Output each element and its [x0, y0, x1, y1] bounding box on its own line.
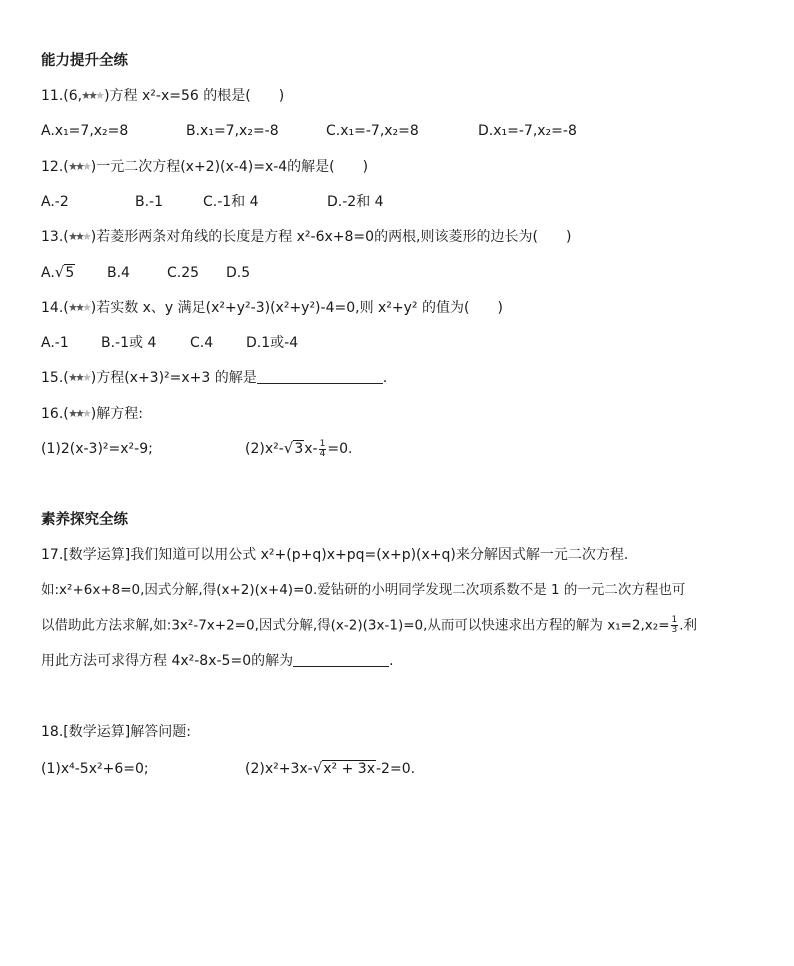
- question-18: 18.[数学运算]解答问题:: [41, 724, 191, 740]
- q12-option-d: D.-2和 4: [327, 194, 384, 210]
- q13-options: [41, 263, 250, 282]
- q17-line-1: 17.[数学运算]我们知道可以用公式 x²+(p+q)x+pq=(x+p)(x+q)来分解因式解一元二次方程.: [41, 547, 629, 563]
- q12-head: 12.(: [41, 159, 69, 175]
- q17-answer-blank[interactable]: [293, 652, 389, 667]
- q16-head: 16.(: [41, 406, 69, 422]
- q12-option-a: A.-2: [41, 194, 69, 210]
- q12-option-b: B.-1: [135, 194, 164, 210]
- q15-answer-blank[interactable]: [257, 369, 383, 384]
- star-rating-icon: [69, 231, 91, 243]
- q12-stem: )一元二次方程(x+2)(x-4)=x-4的解是( ): [90, 159, 369, 175]
- q15-head: 15.(: [41, 370, 69, 386]
- q16-parts: [41, 439, 352, 459]
- section-title-ability: 能力提升全练: [41, 53, 128, 69]
- q15-stem: )方程(x+3)²=x+3 的解是: [90, 370, 257, 386]
- sqrt-symbol: √3: [283, 439, 304, 457]
- q18-part-1: (1)x⁴-5x²+6=0;: [41, 761, 149, 777]
- fraction: $\frac{1}{3}$: [671, 615, 678, 635]
- q11-head: 11.(6,: [41, 88, 83, 104]
- star-rating-icon: [82, 90, 104, 102]
- q12-option-c: C.-1和 4: [203, 194, 259, 210]
- question-12: [41, 158, 368, 176]
- q11-option-d: D.x₁=-7,x₂=-8: [478, 123, 577, 139]
- q18-part-2: (2)x²+3x-√x² + 3x-2=0.: [245, 759, 416, 777]
- question-15: 15.( )方程(x+3)²=x+3 的解是 .: [41, 370, 388, 386]
- q13-option-b: B.4: [107, 265, 130, 281]
- question-13: [41, 228, 571, 246]
- star-rating-icon: [69, 408, 91, 420]
- q11-option-b: B.x₁=7,x₂=-8: [186, 123, 279, 139]
- q13-option-a: A.√5: [41, 263, 75, 281]
- q18-parts: [41, 759, 415, 778]
- question-11: [41, 87, 284, 105]
- q16-part-1: (1)2(x-3)²=x²-9;: [41, 441, 153, 457]
- q14-option-d: D.1或-4: [246, 335, 299, 351]
- fraction: $\frac{1}{4}$: [319, 438, 326, 459]
- q11-option-a: A.x₁=7,x₂=8: [41, 123, 129, 139]
- q16-stem: )解方程:: [90, 406, 143, 422]
- q11-option-c: C.x₁=-7,x₂=8: [326, 123, 419, 139]
- question-14: [41, 299, 503, 317]
- q14-option-a: A.-1: [41, 335, 69, 351]
- q14-stem: )若实数 x、y 满足(x²+y²-3)(x²+y²)-4=0,则 x²+y² 的值为( ): [90, 300, 503, 316]
- star-rating-icon: [69, 372, 91, 384]
- q14-option-b: B.-1或 4: [101, 335, 157, 351]
- q17-line-3: 以借助此方法求解,如:3x²-7x+2=0,因式分解,得(x-2)(3x-1)=0,从而可以快速求出方程的解为 x₁=2,x₂= $\frac{1}{3}$ .利: [41, 615, 698, 635]
- q13-option-d: D.5: [226, 265, 251, 281]
- q11-options: [41, 122, 577, 140]
- q13-head: 13.(: [41, 229, 69, 245]
- q17-line-4: 用此方法可求得方程 4x²-8x-5=0的解为 .: [41, 653, 394, 669]
- q13-option-c: C.25: [167, 265, 200, 281]
- q14-option-c: C.4: [190, 335, 214, 351]
- q14-options: [41, 334, 298, 352]
- section-title-literacy: 素养探究全练: [41, 512, 128, 528]
- q11-stem: )方程 x²-x=56 的根是( ): [104, 88, 285, 104]
- q17-line-2: 如:x²+6x+8=0,因式分解,得(x+2)(x+4)=0.爱钻研的小明同学发现二次项系数不是 1 的一元二次方程也可: [41, 582, 686, 598]
- sqrt-symbol: √x² + 3x: [312, 759, 375, 777]
- q14-head: 14.(: [41, 300, 69, 316]
- q13-stem: )若菱形两条对角线的长度是方程 x²-6x+8=0的两根,则该菱形的边长为( ): [90, 229, 572, 245]
- sqrt-symbol: √5: [54, 263, 75, 281]
- question-16: [41, 405, 143, 423]
- star-rating-icon: [69, 302, 91, 314]
- q12-options: [41, 193, 384, 211]
- star-rating-icon: [69, 161, 91, 173]
- q16-part-2: (2)x²-√3x- $\frac{1}{4}$ =0.: [245, 438, 353, 459]
